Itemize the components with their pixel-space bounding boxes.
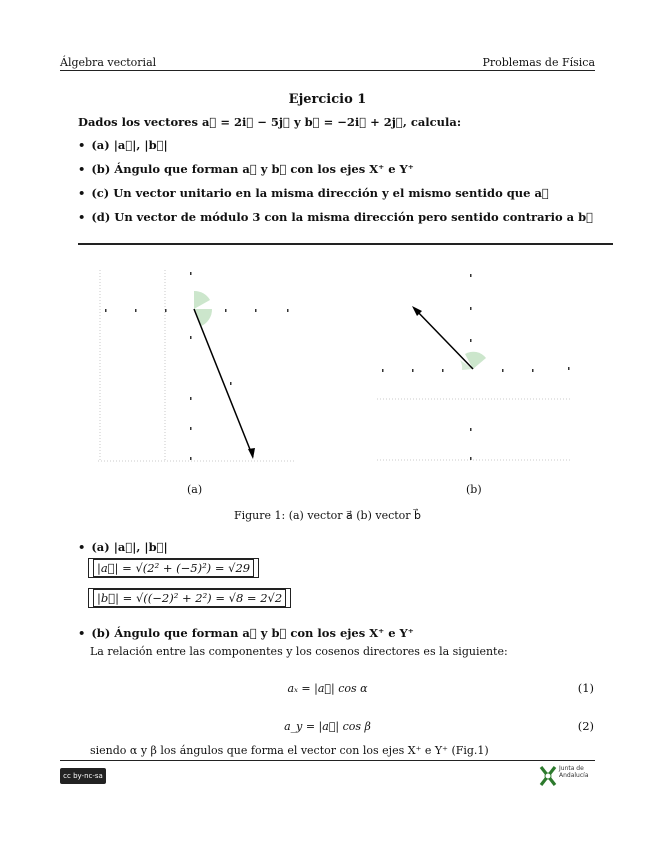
license-badge: cc by-nc-sa (60, 768, 106, 784)
equation-2-number: (2) (577, 719, 594, 733)
vector-b-arrow (414, 308, 473, 369)
header-left: Álgebra vectorial (60, 56, 157, 69)
header-rule (60, 70, 595, 71)
exercise-item-b: • (b) Ángulo que forman a⃗ y b⃗ con los ejes X⁺ e Y⁺ (78, 162, 414, 176)
section-rule (78, 243, 613, 245)
equation-1-number: (1) (577, 681, 594, 695)
solution-part-b-label: • (b) Ángulo que forman a⃗ y b⃗ con los ejes X⁺ e Y⁺ (78, 626, 414, 640)
footer-rule (60, 760, 595, 761)
equation-1: aₓ = |a⃗| cos α (287, 682, 368, 695)
equation-a-box (88, 558, 259, 578)
angle-beta-a (194, 291, 210, 309)
figure-b-plot (372, 262, 577, 472)
junta-logo (538, 763, 596, 789)
junta-logo-icon (538, 764, 558, 788)
equation-a: |a⃗| = √(2² + (−5)²) = √29 (93, 559, 254, 577)
equation-2: a_y = |a⃗| cos β (284, 720, 371, 733)
vector-a-arrow (194, 309, 253, 457)
equation-b-box (88, 588, 291, 608)
solution-closing: siendo α y β los ángulos que forma el vector con los ejes X⁺ e Y⁺ (Fig.1) (90, 744, 489, 757)
figure-a-plot (95, 262, 300, 472)
exercise-item-a: • (a) |a⃗|, |b⃗| (78, 138, 168, 152)
figure-a-label: (a) (187, 483, 203, 496)
exercise-item-d: • (d) Un vector de módulo 3 con la misma dirección pero sentido contrario a b⃗ (78, 210, 593, 224)
vector-a-arrowhead (248, 448, 255, 459)
exercise-statement: Dados los vectores a⃗ = 2i⃗ − 5j⃗ y b⃗ = −2i⃗ + 2j⃗, calcula: (78, 115, 462, 129)
exercise-item-c: • (c) Un vector unitario en la misma dirección y el mismo sentido que a⃗ (78, 186, 549, 200)
solution-part-a-label: • (a) |a⃗|, |b⃗| (78, 540, 168, 554)
figure-caption: Figure 1: (a) vector a⃗ (b) vector b⃗ (233, 509, 422, 522)
solution-intro: La relación entre las componentes y los cosenos directores es la siguiente: (90, 645, 508, 658)
figure-b-label: (b) (466, 483, 482, 496)
header-right: Problemas de Física (482, 56, 595, 69)
equation-b: |b⃗| = √((−2)² + 2²) = √8 = 2√2 (93, 589, 286, 607)
junta-logo-text: Junta de Andalucía (559, 765, 589, 779)
exercise-title: Ejercicio 1 (288, 92, 367, 107)
